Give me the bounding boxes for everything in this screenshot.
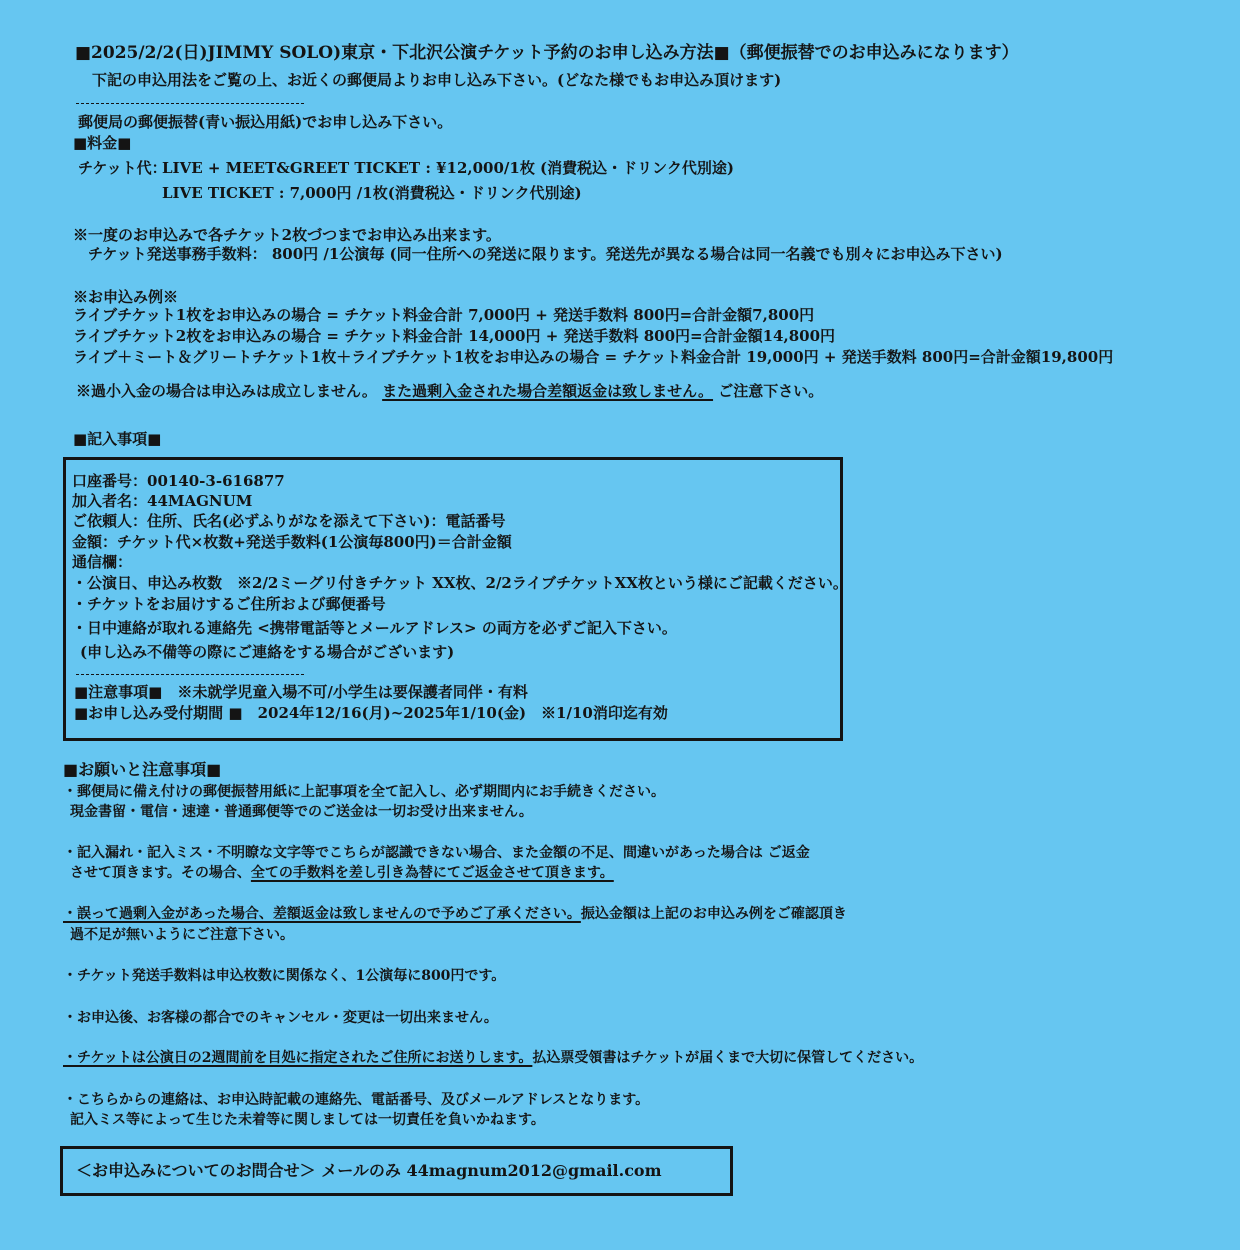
request-2-line-1: ・記入漏れ・記入ミス・不明瞭な文字等でこちらが認識できない場合、また金額の不足、間違いがあった場合は ご返金: [63, 845, 810, 861]
warning-overpayment: また過剰入金された場合差額返金は致しません。: [382, 382, 714, 400]
request-1-line-2: 現金書留・電信・速達・普通郵便等でのご送金は一切お受け出来ません。: [70, 804, 533, 820]
requester-info: ご依頼人：住所、氏名(必ずふりがなを添えて下さい)：電話番号: [72, 512, 506, 530]
acceptance-period: ■お申し込み受付期間 ■ 2024年12/16(月)~2025年1/10(金) ※1/10消印迄有効: [74, 704, 668, 722]
request-2-refund-note: 全ての手数料を差し引き為替にてご返金させて頂きます。: [250, 865, 614, 881]
request-3-overpayment: ・誤って過剰入金があった場合、差額返金は致しませんので予めご了承ください。: [63, 906, 581, 922]
entry-heading: ■記入事項■: [73, 430, 162, 448]
fee-heading: ■料金■: [73, 134, 132, 152]
limit-note: ※一度のお申込みで各チケット2枚づつまでお申込み出来ます。: [73, 226, 501, 244]
page-title: ■2025/2/2(日)JIMMY SOLO)東京・下北沢公演チケット予約のお申し込み方法■（郵便振替でのお申込みになります）: [75, 43, 1019, 63]
example-1: ライブチケット1枚をお申込みの場合 = チケット料金合計 7,000円 + 発送手数料 800円=合計金額7,800円: [73, 306, 815, 324]
intro-text: 下記の申込用法をご覧の上、お近くの郵便局よりお申し込み下さい。(どなた様でもお申込み頂けます): [92, 71, 782, 89]
request-3-line-1: [63, 907, 847, 921]
request-6-receipt: 払込票受領書はチケットが届くまで大切に保管してください。: [532, 1050, 924, 1066]
amount-formula: 金額：チケット代×枚数+発送手数料(1公演毎800円)＝合計金額: [72, 533, 512, 551]
request-6-shipping: ・チケットは公演日の2週間前を目処に指定されたご住所にお送りします。: [63, 1050, 533, 1066]
warning-caution: ご注意下さい。: [718, 382, 824, 400]
ticket-meet-greet-price: LIVE + MEET&GREET TICKET : ¥12,000/1枚 (消費税込・ドリンク代別途): [162, 159, 734, 177]
example-3: ライブ＋ミート＆グリートチケット1枚＋ライブチケット1枚をお申込みの場合 = チケット料金合計 19,000円 + 発送手数料 800円=合計金額19,800円: [73, 348, 1114, 366]
request-3-confirm: 振込金額は上記のお申込み例をご確認頂き: [580, 906, 847, 922]
handling-fee-note: チケット発送事務手数料： 800円 /1公演毎 (同一住所への発送に限ります。発送先が異なる場合は同一名義でも別々にお申込み下さい): [88, 245, 1003, 263]
requests-heading: ■お願いと注意事項■: [63, 760, 222, 779]
request-4: ・チケット発送手数料は申込枚数に関係なく、1公演毎に800円です。: [63, 968, 506, 984]
request-1-line-1: ・郵便局に備え付けの郵便振替用紙に上記事項を全て記入し、必ず期間内にお手続きください。: [63, 784, 665, 800]
ticket-live-price: LIVE TICKET : 7,000円 /1枚(消費税込・ドリンク代別途): [162, 184, 582, 202]
request-7-line-1: ・こちらからの連絡は、お申込時記載の連絡先、電話番号、及びメールアドレスとなります。: [63, 1092, 650, 1108]
request-5: ・お申込後、お客様の都合でのキャンセル・変更は一切出来ません。: [63, 1010, 498, 1026]
payment-warning: [76, 384, 823, 399]
request-2-prefix: させて頂きます。その場合、: [70, 865, 251, 881]
divider-top: [76, 103, 304, 104]
contact-info: ＜お申込みについてのお問合せ＞ メールのみ 44magnum2012@gmail.com: [76, 1161, 662, 1180]
message-item-contact: ・日中連絡が取れる連絡先 <携帯電話等とメールアドレス> の両方を必ずご記入下さい。: [72, 619, 677, 637]
example-2: ライブチケット2枚をお申込みの場合 = チケット料金合計 14,000円 + 発送手数料 800円=合計金額14,800円: [73, 327, 836, 345]
request-6: [63, 1051, 923, 1065]
ticket-label: チケット代：: [78, 159, 167, 177]
examples-heading: ※お申込み例※: [73, 288, 179, 306]
caution-line: ■注意事項■ ※未就学児童入場不可/小学生は要保護者同伴・有料: [74, 683, 528, 701]
message-item-note: (申し込み不備等の際にご連絡をする場合がございます): [80, 643, 455, 661]
request-2-line-2: [70, 866, 614, 880]
request-3-line-2: 過不足が無いようにご注意下さい。: [70, 927, 294, 943]
request-7-line-2: 記入ミス等によって生じた未着等に関しましては一切責任を負いかねます。: [70, 1112, 545, 1128]
warning-underpayment: ※過小入金の場合は申込みは成立しません。: [76, 382, 377, 400]
postal-transfer-note: 郵便局の郵便振替(青い振込用紙)でお申し込み下さい。: [78, 113, 453, 131]
message-item-date: ・公演日、申込み枚数 ※2/2ミーグリ付きチケット XX枚、2/2ライブチケットXX枚という様にご記載ください。: [72, 574, 848, 592]
divider-box: [76, 674, 304, 675]
account-number: 口座番号：00140-3-616877: [72, 472, 285, 490]
subscriber-name: 加入者名：44MAGNUM: [72, 492, 253, 510]
message-item-address: ・チケットをお届けするご住所および郵便番号: [72, 595, 386, 613]
message-field-label: 通信欄：: [72, 553, 133, 571]
